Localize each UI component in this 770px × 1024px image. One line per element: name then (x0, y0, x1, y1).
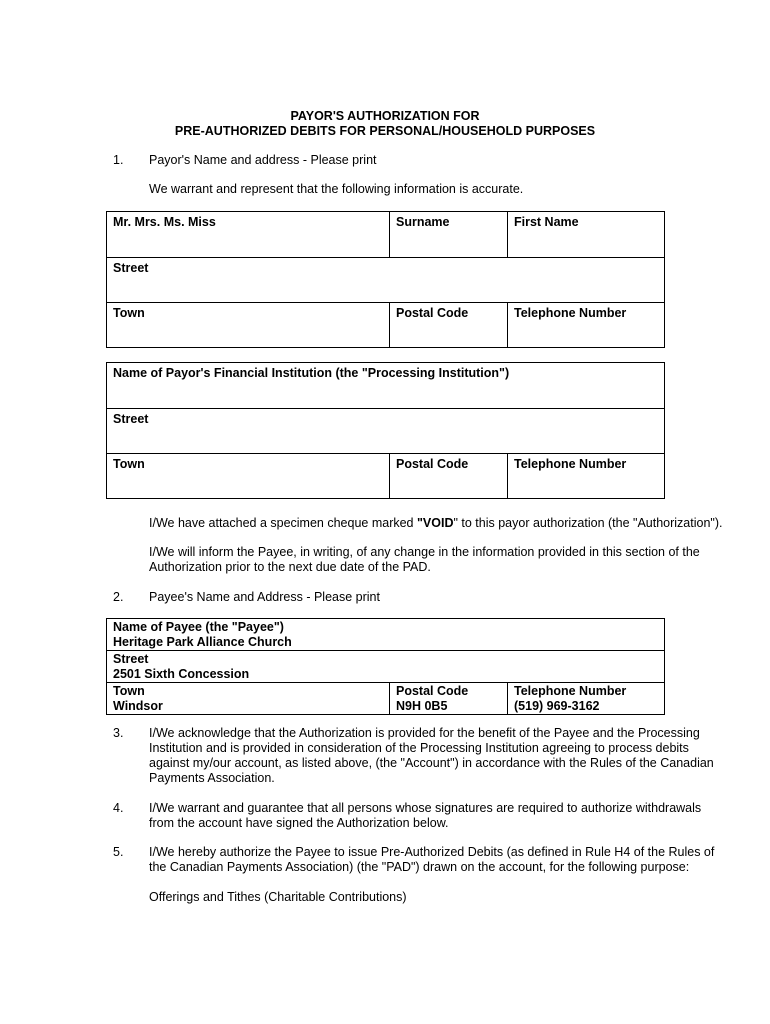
payee-info-table (106, 618, 665, 715)
inform-payee-statement: I/We will inform the Payee, in writing, of any change in the information provided in this section of the Authorization prior to the next due date of the PAD. (149, 545, 700, 574)
section4-number: 4. (113, 801, 124, 815)
institution-name-label: Name of Payor's Financial Institution (the "Processing Institution") (113, 366, 510, 380)
section5-text: I/We hereby authorize the Payee to issue Pre-Authorized Debits (as defined in Rule H4 of the Rules of the Canadian Payments Association) (the "PAD") drawn on the account, for the following purpose: (149, 845, 715, 874)
payee-town-label: Town (113, 684, 145, 698)
payor-street-label: Street (113, 261, 149, 275)
payee-street-label: Street (113, 652, 149, 666)
form-title-line1: PAYOR'S AUTHORIZATION FOR (290, 109, 480, 123)
name-prefix-field[interactable] (107, 212, 390, 258)
institution-street-label: Street (113, 412, 149, 426)
payor-info-table (106, 211, 665, 348)
first-name-field[interactable] (508, 212, 665, 258)
surname-field[interactable] (390, 212, 508, 258)
payee-postal-value: N9H 0B5 (396, 699, 448, 713)
section1-heading: Payor's Name and address - Please print (149, 153, 377, 167)
institution-town-field[interactable] (107, 454, 390, 499)
payee-name-value: Heritage Park Alliance Church (113, 635, 292, 649)
payee-postal-cell (390, 683, 508, 715)
void-text-after: " to this payor authorization (the "Authorization"). (453, 516, 723, 530)
institution-info-table (106, 362, 665, 499)
payee-town-value: Windsor (113, 699, 163, 713)
void-word: "VOID (416, 516, 454, 530)
section4-text: I/We warrant and guarantee that all persons whose signatures are required to authorize withdrawals from the account have signed the Authorization below. (149, 801, 702, 830)
first-name-label: First Name (514, 215, 579, 229)
payor-phone-field[interactable] (508, 303, 665, 348)
section3-text: I/We acknowledge that the Authorization is provided for the benefit of the Payee and the Processing Institution and is provided in consideration of the Processing Institution agreeing to process debits against my/our account, as listed above, (the "Account") in accordance with the Rules of the Canadian Payments Association. (149, 726, 714, 785)
payee-phone-value: (519) 969-3162 (514, 699, 600, 713)
payor-town-label: Town (113, 306, 145, 320)
institution-town-label: Town (113, 457, 145, 471)
institution-name-field[interactable] (107, 363, 665, 409)
section1-number: 1. (113, 153, 124, 167)
surname-label: Surname (396, 215, 450, 229)
payor-postal-label: Postal Code (396, 306, 469, 320)
payor-postal-field[interactable] (390, 303, 508, 348)
institution-phone-label: Telephone Number (514, 457, 627, 471)
payee-street-value: 2501 Sixth Concession (113, 667, 250, 681)
void-cheque-statement (149, 516, 739, 531)
institution-postal-label: Postal Code (396, 457, 469, 471)
payor-phone-label: Telephone Number (514, 306, 627, 320)
payee-postal-label: Postal Code (396, 684, 469, 698)
void-text-before: I/We have attached a specimen cheque marked (149, 516, 417, 530)
institution-postal-field[interactable] (390, 454, 508, 499)
payee-name-cell (107, 619, 665, 651)
section2-heading: Payee's Name and Address - Please print (149, 590, 380, 604)
section2-number: 2. (113, 590, 124, 604)
payee-phone-cell (508, 683, 665, 715)
institution-phone-field[interactable] (508, 454, 665, 499)
institution-street-field[interactable] (107, 409, 665, 454)
name-prefix-label: Mr. Mrs. Ms. Miss (113, 215, 216, 229)
payee-street-cell (107, 651, 665, 683)
section5-purpose: Offerings and Tithes (Charitable Contributions) (149, 890, 407, 904)
payor-town-field[interactable] (107, 303, 390, 348)
payee-phone-label: Telephone Number (514, 684, 627, 698)
payee-town-cell (107, 683, 390, 715)
payee-name-label: Name of Payee (the "Payee") (113, 620, 284, 634)
section5-number: 5. (113, 845, 124, 859)
section1-warrant: We warrant and represent that the following information is accurate. (149, 182, 524, 196)
section3-number: 3. (113, 726, 124, 740)
form-title-line2: PRE-AUTHORIZED DEBITS FOR PERSONAL/HOUSEHOLD PURPOSES (174, 124, 596, 138)
payor-street-field[interactable] (107, 258, 665, 303)
